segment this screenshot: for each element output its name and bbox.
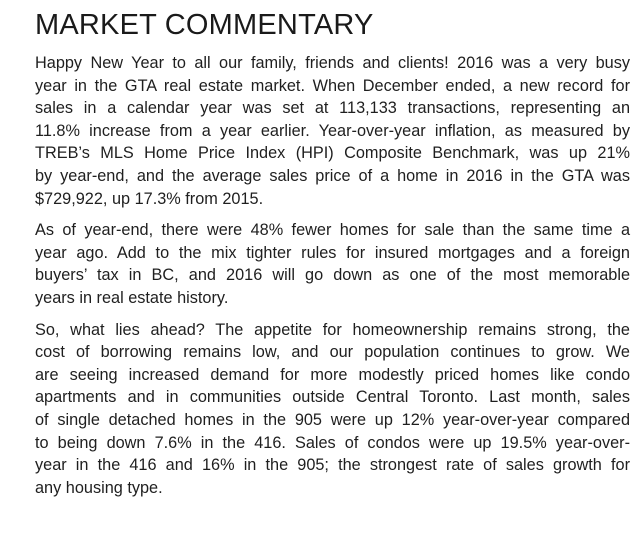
text-line: to being down 7.6% in the 416. Sales of condos were up 19.5% year-over- xyxy=(35,433,630,452)
text-line: by year-end, and the average sales price of a home in 2016 in the GTA was xyxy=(35,166,630,185)
text-line: 11.8% increase from a year earlier. Year-over-year inflation, as measured by xyxy=(35,121,630,140)
text-line: cost of borrowing remains low, and our population continues to grow. We xyxy=(35,343,630,362)
page-title: MARKET COMMENTARY xyxy=(35,9,374,41)
text-line: years in real estate history. xyxy=(35,288,229,307)
text-line: buyers’ tax in BC, and 2016 will go down as one of the most memorable xyxy=(35,266,630,285)
text-line: year in the GTA real estate market. When December ended, a new record for xyxy=(35,76,630,95)
text-line: are seeing increased demand for more modestly priced homes like condo xyxy=(35,365,630,384)
market-commentary-article xyxy=(35,8,630,508)
text-line: sales in a calendar year was set at 113,133 transactions, representing an xyxy=(35,99,630,118)
text-line: As of year-end, there were 48% fewer homes for sale than the same time a xyxy=(35,221,630,240)
paragraph-1 xyxy=(35,52,630,210)
text-line: apartments and in communities outside Central Toronto. Last month, sales xyxy=(35,388,630,407)
text-line: $729,922, up 17.3% from 2015. xyxy=(35,189,264,208)
text-line: any housing type. xyxy=(35,478,163,497)
text-line: Happy New Year to all our family, friends and clients! 2016 was a very busy xyxy=(35,54,630,72)
text-line: So, what lies ahead? The appetite for homeownership remains strong, the xyxy=(35,320,630,339)
text-line: TREB’s MLS Home Price Index (HPI) Composite Benchmark, was up 21% xyxy=(35,144,630,163)
text-line: year in the 416 and 16% in the 905; the strongest rate of sales growth for xyxy=(35,456,630,475)
text-line: year ago. Add to the mix tighter rules for insured mortgages and a foreign xyxy=(35,243,630,262)
paragraph-3 xyxy=(35,319,630,500)
text-line: of single detached homes in the 905 were up 12% year-over-year compared xyxy=(35,410,630,429)
paragraph-2 xyxy=(35,219,630,309)
